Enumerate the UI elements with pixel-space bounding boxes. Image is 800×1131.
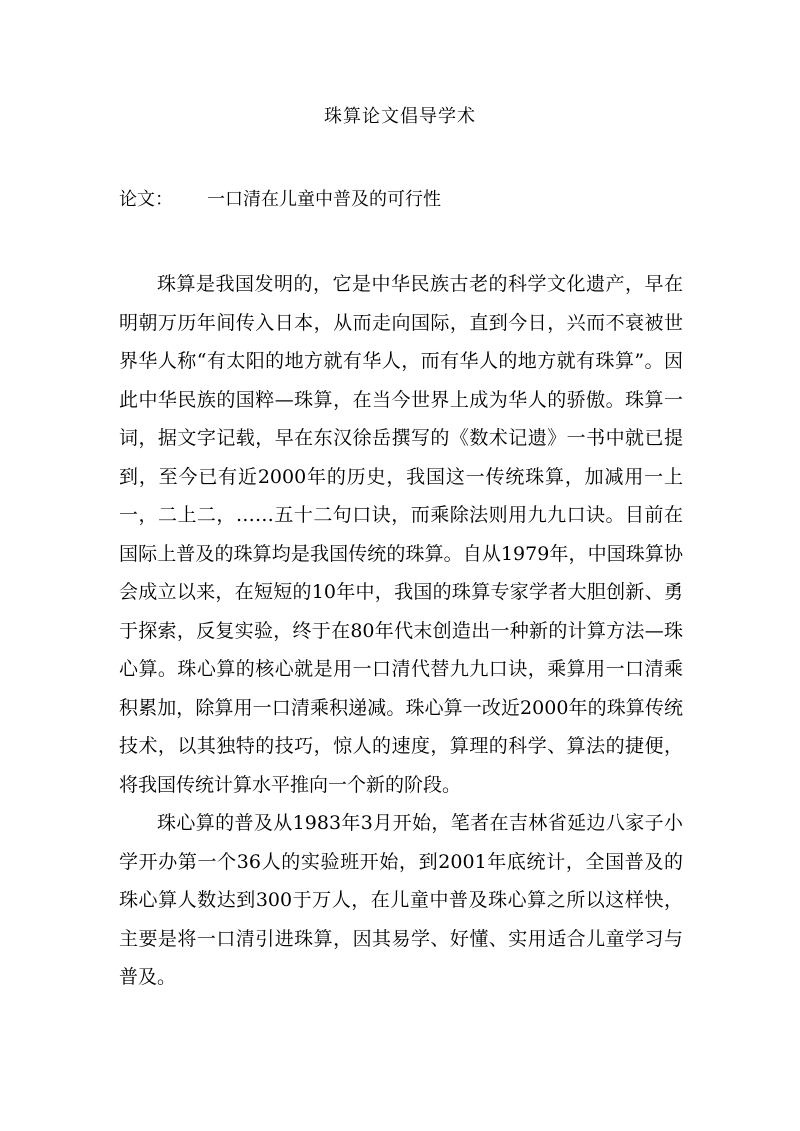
paper-subject-title: 一口清在儿童中普及的可行性 [207,189,441,210]
paper-subject-line [119,186,441,214]
body-paragraph-1: 珠算是我国发明的，它是中华民族古老的科学文化遗产，早在明朝万历年间传入日本，从而走向国际，直到今日，兴而不衰被世界华人称“有太阳的地方就有华人，而有华人的地方就有珠算”。因此中华民族的国粹—珠算，在当今世界上成为华人的骄傲。珠算一词，据文字记载，早在东汉徐岳撰写的《数术记遗》一书中就已提到，至今已有近2000年的历史，我国这一传统珠算，加减用一上一，二上二，……五十二句口诀，而乘除法则用九九口诀。目前在国际上普及的珠算均是我国传统的珠算。自从1979年，中国珠算协会成立以来，在短短的10年中，我国的珠算专家学者大胆创新、勇于探索，反复实验，终于在80年代末创造出一种新的计算方法—珠心算。珠心算的核心就是用一口清代替九九口诀，乘算用一口清乘积累加，除算用一口清乘积递减。珠心算一改近2000年的珠算传统技术，以其独特的技巧，惊人的速度，算理的科学、算法的捷便，将我国传统计算水平推向一个新的阶段。 [119,273,683,796]
body-paragraph-2: 珠心算的普及从1983年3月开始，笔者在吉林省延边八家子小学开办第一个36人的实验班开始，到2001年底统计，全国普及的珠心算人数达到300于万人，在儿童中普及珠心算之所以这样快，主要是将一口清引进珠算，因其易学、好懂、实用适合儿童学习与普及。 [119,812,683,988]
document-body [119,265,683,997]
paper-subject-label: 论文： [119,189,173,210]
document-title: 珠算论文倡导学术 [324,106,476,127]
